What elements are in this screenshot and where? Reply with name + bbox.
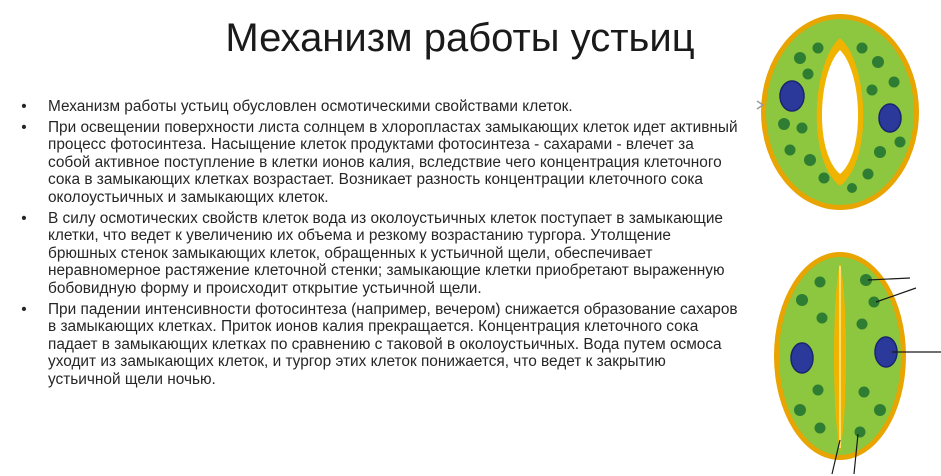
chloroplast-icon — [817, 313, 828, 324]
chloroplast-icon — [815, 277, 826, 288]
bullet-text: Механизм работы устьиц обусловлен осмотическими свойствами клеток. — [48, 98, 573, 115]
bullet-item — [18, 119, 738, 207]
stomata-illustrations — [740, 0, 941, 476]
bullet-item — [18, 210, 738, 298]
chloroplast-icon — [857, 319, 868, 330]
chloroplast-icon — [778, 118, 790, 130]
slide-title: Механизм работы устьиц — [225, 16, 695, 60]
nucleus-icon — [791, 343, 813, 373]
bullet-glyph: • — [21, 209, 27, 227]
chloroplast-icon — [867, 85, 878, 96]
bullet-glyph: • — [21, 98, 27, 115]
chloroplast-icon — [794, 404, 806, 416]
nucleus-icon — [879, 104, 901, 132]
chloroplast-icon — [863, 169, 874, 180]
chloroplast-icon — [855, 427, 866, 438]
nucleus-icon — [780, 81, 804, 111]
bullet-text: В силу осмотических свойств клеток вода из околоустьичных клеток поступает в замыкающие клетки, что ведет к увеличению их объема и резкому возрастанию тургора. Утолщение брюшных стенок замыкающих клеток, обращенных к устьичной щели, обеспечивает неравномерное растяжение клеточной стенки; замыкающие клетки приобретают выраженную бобовидную форму и происходит открытие устьичной щели. — [48, 209, 725, 297]
open-stoma-illustration — [757, 14, 919, 210]
chloroplast-icon — [819, 173, 830, 184]
chloroplast-icon — [857, 43, 868, 54]
chloroplast-icon — [813, 43, 824, 54]
chloroplast-icon — [895, 137, 906, 148]
bullet-glyph: • — [21, 118, 27, 136]
closed-stoma-illustration — [774, 252, 941, 474]
chloroplast-icon — [859, 387, 870, 398]
chloroplast-icon — [815, 423, 826, 434]
bullet-list — [18, 98, 738, 392]
chloroplast-icon — [874, 146, 886, 158]
chloroplast-icon — [804, 154, 816, 166]
bullet-item — [18, 301, 738, 389]
chloroplast-icon — [796, 294, 808, 306]
bullet-text: При освещении поверхности листа солнцем в хлоропластах замыкающих клеток идет активный процесс фотосинтеза. Насыщение клеток продуктами фотосинтеза - сахарами - влечет за собой активное поступление в клетки ионов калия, вследствие чего концентрация клеточного сока в замыкающих клетках возрастает. Возникает разность концентрации клеточного сока околоустьичных и замыкающих клеток. — [48, 118, 738, 206]
chloroplast-icon — [797, 123, 808, 134]
chloroplast-icon — [874, 404, 886, 416]
chloroplast-icon — [785, 145, 796, 156]
chloroplast-icon — [869, 297, 880, 308]
chloroplast-icon — [847, 183, 857, 193]
chloroplast-icon — [813, 385, 824, 396]
bullet-glyph: • — [21, 300, 27, 318]
bullet-text: При падении интенсивности фотосинтеза (например, вечером) снижается образование сахаров в замыкающих клетках. Приток ионов калия прекращается. Концентрация клеточного сока падает в замыкающих клетках по сравнению с таковой в околоустьичных. Вода путем осмоса уходит из замыкающих клеток, и тургор этих клеток понижается, что ведет к закрытию устьичной щели ночью. — [48, 300, 738, 388]
chloroplast-icon — [803, 69, 814, 80]
chloroplast-icon — [889, 77, 900, 88]
chloroplast-icon — [794, 52, 806, 64]
chloroplast-icon — [872, 56, 884, 68]
bullet-item — [18, 98, 738, 116]
